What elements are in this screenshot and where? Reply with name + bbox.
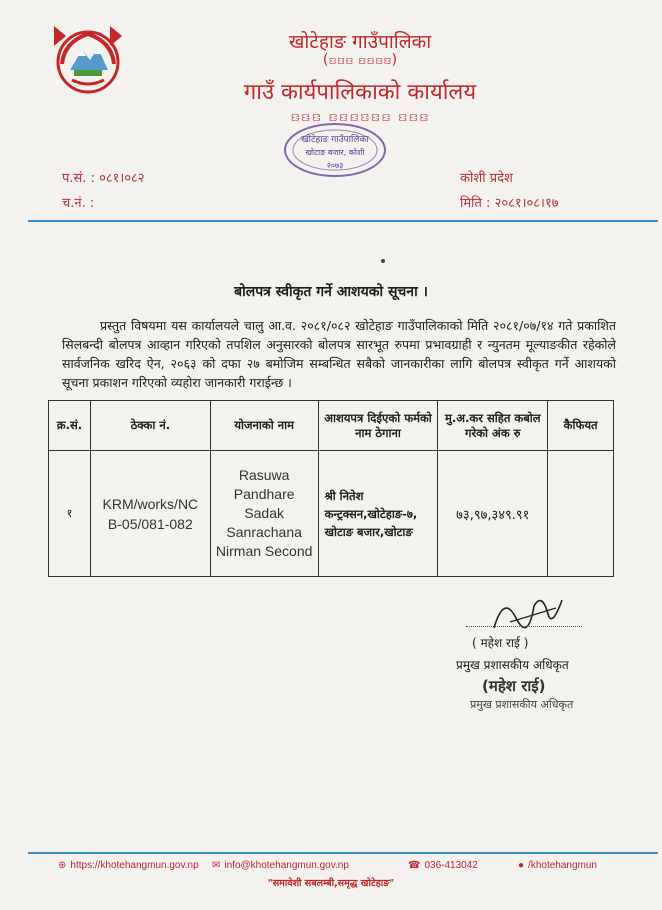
seal-text: खोटेहाङ गाउँपालिका <box>301 135 369 145</box>
notice-heading: बोलपत्र स्वीकृत गर्ने आशयको सूचना । <box>234 284 428 300</box>
reference-number: प.सं. : ०८१।०८२ <box>62 171 145 186</box>
seal-year: २०७३ <box>326 161 344 170</box>
header-divider <box>28 220 658 222</box>
dispatch-number: च.नं. : <box>62 196 95 211</box>
signatory-name-stamp: (महेश राई) <box>482 677 546 695</box>
bid-table <box>48 400 614 577</box>
cell-firm: श्री नितेश कन्ट्रक्सन,खोटेहाङ-७, खोटाङ बजार,खोटाङ <box>318 451 438 577</box>
footer-website[interactable] <box>58 860 199 871</box>
office-seal-stamp <box>280 120 390 180</box>
phone-icon: ☎ <box>408 860 421 871</box>
header-contract-no: ठेक्का नं. <box>90 401 210 451</box>
header-project-name: योजनाको नाम <box>210 401 318 451</box>
signature-line <box>466 626 582 627</box>
province-label: कोशी प्रदेश <box>460 171 513 186</box>
cell-project-name: Rasuwa Pandhare Sadak Sanrachana Nirman Second <box>210 451 318 577</box>
nepal-emblem-icon <box>52 24 124 96</box>
mail-icon: ✉ <box>212 860 221 871</box>
municipality-name-script: (ꤢꤢꤢ ꤢꤢꤢꤢ) <box>322 52 398 68</box>
globe-icon: ⊕ <box>58 860 67 871</box>
seal-place: खोटाङ बजार, कोशी <box>305 148 365 157</box>
header-firm: आशयपत्र दिईएको फर्मको नाम ठेगाना <box>318 401 438 451</box>
punch-mark <box>381 259 385 263</box>
cell-sn: १ <box>49 451 91 577</box>
footer-phone[interactable] <box>408 860 478 871</box>
notice-body: प्रस्तुत विषयमा यस कार्यालयले चालु आ.व. २०८१/०८२ खोटेहाङ गाउँपालिकाको मिति २०८१/०७/१४ गते प्रकाशित सिलबन्दी बोलपत्र आव्हान गरिएको तपशिल अनुसारको बोलपत्र सारभूत रुपमा प्रभावग्राही र न्युनतम मूल्याङकीत रहेकोले सार्वजनिक खरिद ऐन, २०६३ को दफा २७ बमोजिम सम्बन्धित सबैको जानकारीका लागि बोलपत्र स्वीकृत गर्ने आशयको सूचना प्रकाशन गरिएको व्यहोरा जानकारी गराईन्छ । <box>62 318 616 390</box>
table-row <box>49 451 614 577</box>
cell-contract-no: KRM/works/NC B-05/081-082 <box>90 451 210 577</box>
footer-slogan: "समावेशी सबलम्बी,समृद्ध खोटेहाङ" <box>267 878 395 889</box>
signatory-title: प्रमुख प्रशासकीय अधिकृत <box>456 658 569 672</box>
cell-amount: ७३,९७,३४९.९१ <box>438 451 548 577</box>
letter-date: मिति : २०८१।०८।१७ <box>460 196 559 211</box>
signatory-title-stamp: प्रमुख प्रशासकीय अधिकृत <box>470 698 574 711</box>
website-text: https://khotehangmun.gov.np <box>70 860 199 871</box>
office-name-script: ꤢꤢꤢ ꤢꤢꤢꤢꤢꤢ ꤢꤢꤢ <box>290 106 430 125</box>
signatory-name: ( महेश राई ) <box>472 636 529 650</box>
office-name: गाउँ कार्यपालिकाको कार्यालय <box>243 80 477 105</box>
municipality-name: खोटेहाङ गाउँपालिका <box>288 31 432 53</box>
facebook-icon: ● <box>518 860 525 871</box>
cell-remarks <box>548 451 614 577</box>
signature-scribble <box>490 588 570 636</box>
phone-text: 036-413042 <box>424 860 478 871</box>
facebook-text: /khotehangmun <box>528 860 597 871</box>
footer-facebook[interactable] <box>518 860 597 871</box>
footer-email[interactable] <box>212 860 349 871</box>
footer-divider <box>28 852 658 854</box>
header-amount: मु.अ.कर सहित कबोल गरेको अंक रु <box>438 401 548 451</box>
header-remarks: कैफियत <box>548 401 614 451</box>
header-sn: क्र.सं. <box>49 401 91 451</box>
email-text: info@khotehangmun.gov.np <box>224 860 349 871</box>
table-header-row <box>49 401 614 451</box>
